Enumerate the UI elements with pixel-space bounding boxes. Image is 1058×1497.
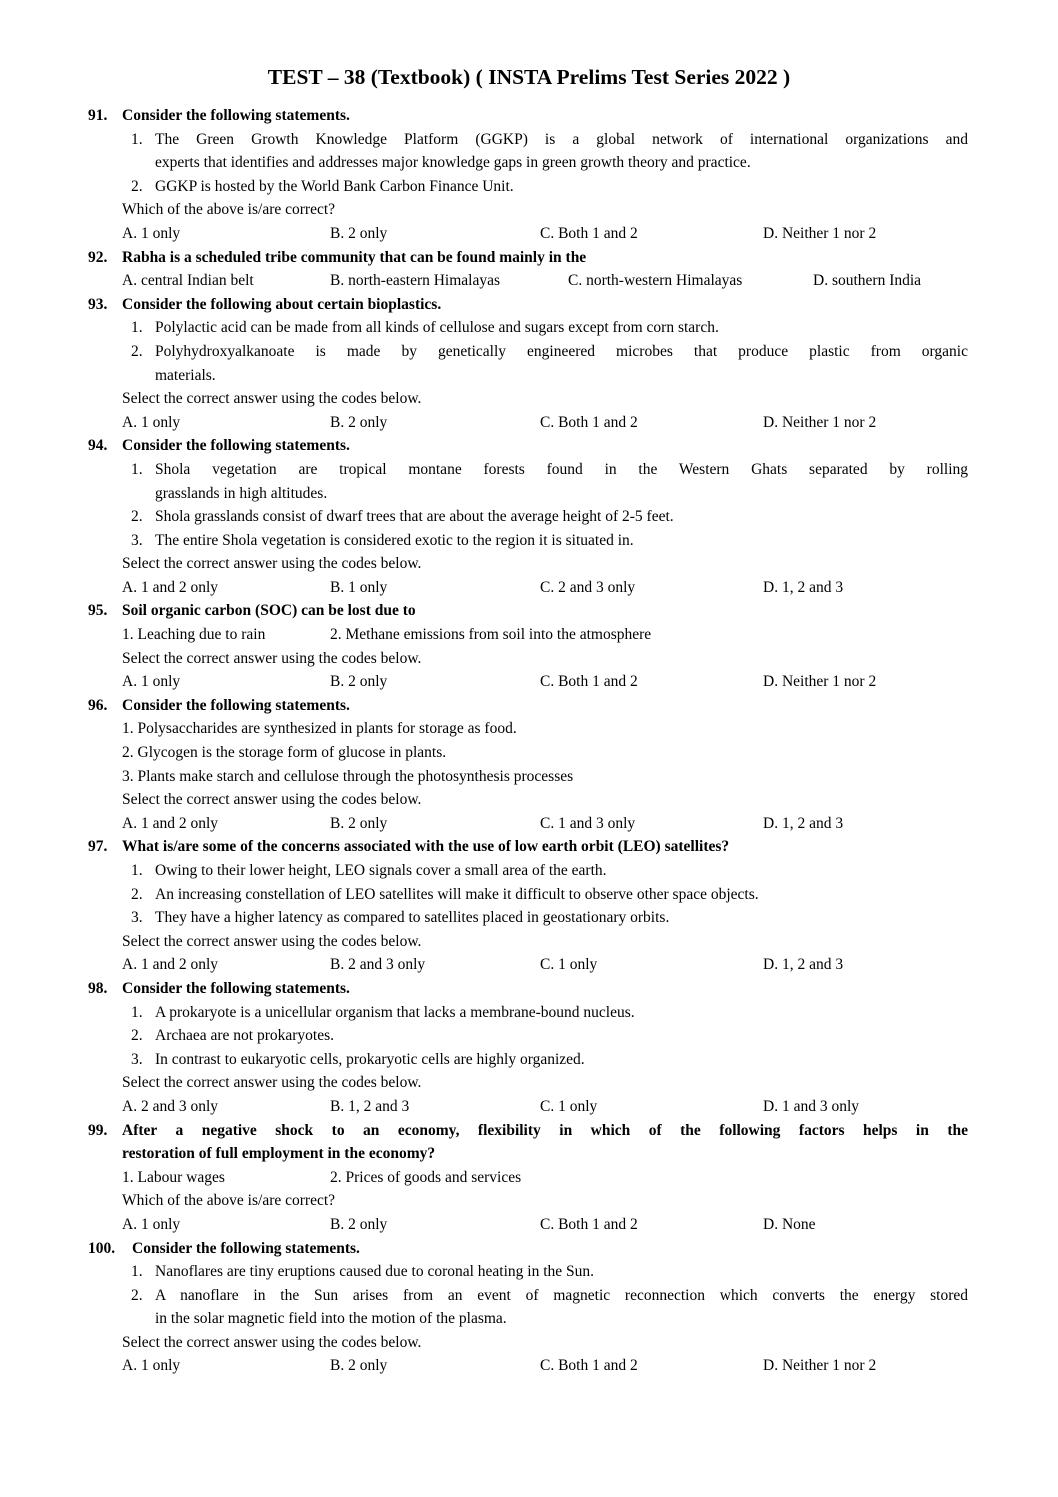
list-item bbox=[131, 340, 968, 387]
question-text-line: restoration of full employment in the economy? bbox=[122, 1145, 436, 1163]
item-text-line: Shola vegetation are tropical montane forests found in the Western Ghats separated by rolling bbox=[155, 460, 968, 478]
option-a: A. central Indian belt bbox=[122, 272, 254, 290]
option-d: D. 1 and 3 only bbox=[763, 1097, 860, 1115]
inline-item-1: 1. Labour wages bbox=[122, 1168, 225, 1186]
item-text-line: Nanoflares are tiny eruptions caused due to coronal heating in the Sun. bbox=[155, 1263, 595, 1281]
question-leadin: Which of the above is/are correct? bbox=[122, 201, 336, 219]
list-item bbox=[131, 906, 968, 930]
option-a: A. 1 only bbox=[122, 224, 181, 242]
inline-items-row bbox=[122, 623, 968, 647]
question-leadin: Select the correct answer using the codes below. bbox=[122, 649, 422, 667]
options-row bbox=[122, 812, 968, 836]
item-text-line: An increasing constellation of LEO satellites will make it difficult to observe other space objects. bbox=[155, 885, 759, 903]
list-item bbox=[131, 883, 968, 907]
question-number: 93. bbox=[88, 295, 108, 313]
question-92 bbox=[0, 246, 1058, 293]
option-d: D. Neither 1 nor 2 bbox=[763, 1357, 877, 1375]
list-item bbox=[131, 529, 968, 553]
question-text: What is/are some of the concerns associated with the use of low earth orbit (LEO) satellites? bbox=[122, 838, 730, 856]
question-94 bbox=[0, 434, 1058, 599]
list-item bbox=[131, 1024, 968, 1048]
list-item: 2. Glycogen is the storage form of glucose in plants. bbox=[122, 744, 447, 762]
question-leadin: Select the correct answer using the codes below. bbox=[122, 791, 422, 809]
question-text: Consider the following about certain bioplastics. bbox=[122, 295, 442, 313]
item-marker: 2. bbox=[131, 342, 143, 360]
item-text-line: GGKP is hosted by the World Bank Carbon Finance Unit. bbox=[155, 177, 514, 195]
item-marker: 3. bbox=[131, 531, 143, 549]
option-c: C. Both 1 and 2 bbox=[540, 1215, 638, 1233]
option-a: A. 2 and 3 only bbox=[122, 1097, 219, 1115]
option-b: B. 2 only bbox=[330, 224, 388, 242]
option-d: D. 1, 2 and 3 bbox=[763, 956, 844, 974]
option-b: B. 2 and 3 only bbox=[330, 956, 426, 974]
option-c: C. north-western Himalayas bbox=[568, 272, 743, 290]
item-text-line: Polyhydroxyalkanoate is made by genetically engineered microbes that produce plastic from organic bbox=[155, 342, 968, 360]
option-c: C. Both 1 and 2 bbox=[540, 413, 638, 431]
question-text: Consider the following statements. bbox=[122, 696, 350, 714]
question-leadin: Select the correct answer using the codes below. bbox=[122, 390, 422, 408]
question-number: 97. bbox=[88, 838, 108, 856]
item-text-line: The Green Growth Knowledge Platform (GGKP) is a global network of international organizations and bbox=[155, 130, 968, 148]
option-c: C. 2 and 3 only bbox=[540, 578, 636, 596]
question-leadin: Select the correct answer using the codes below. bbox=[122, 1333, 422, 1351]
option-c: C. 1 only bbox=[540, 1097, 598, 1115]
list-item bbox=[131, 859, 968, 883]
option-b: B. 2 only bbox=[330, 413, 388, 431]
item-marker: 2. bbox=[131, 508, 143, 526]
option-d: D. None bbox=[763, 1215, 816, 1233]
list-item bbox=[131, 1001, 968, 1025]
question-number: 92. bbox=[88, 248, 108, 266]
list-item bbox=[131, 1048, 968, 1072]
list-item: 1. Polysaccharides are synthesized in plants for storage as food. bbox=[122, 720, 517, 738]
item-marker: 2. bbox=[131, 177, 143, 195]
item-text-line: Shola grasslands consist of dwarf trees that are about the average height of 2-5 feet. bbox=[155, 508, 674, 526]
item-marker: 1. bbox=[131, 460, 143, 478]
question-91 bbox=[0, 104, 1058, 246]
options-row bbox=[122, 222, 968, 246]
option-b: B. 1 only bbox=[330, 578, 388, 596]
item-text-line: in the solar magnetic field into the motion of the plasma. bbox=[155, 1310, 507, 1328]
question-95 bbox=[0, 599, 1058, 693]
item-marker: 1. bbox=[131, 862, 143, 879]
question-97 bbox=[0, 835, 1058, 977]
question-number: 91. bbox=[88, 107, 108, 124]
question-text: Consider the following statements. bbox=[122, 107, 350, 124]
options-row bbox=[122, 269, 968, 293]
option-d: D. southern India bbox=[813, 272, 922, 290]
question-text: Consider the following statements. bbox=[122, 437, 350, 455]
option-c: C. Both 1 and 2 bbox=[540, 1357, 638, 1375]
inline-item-2: 2. Methane emissions from soil into the atmosphere bbox=[330, 626, 652, 644]
inline-items-row bbox=[122, 1166, 968, 1190]
list-item: 3. Plants make starch and cellulose through the photosynthesis processes bbox=[122, 767, 574, 785]
item-text-line: In contrast to eukaryotic cells, prokaryotic cells are highly organized. bbox=[155, 1050, 585, 1068]
item-marker: 2. bbox=[131, 885, 143, 903]
item-marker: 1. bbox=[131, 1263, 143, 1281]
item-text-line: Archaea are not prokaryotes. bbox=[155, 1027, 335, 1045]
question-93 bbox=[0, 293, 1058, 435]
question-number: 99. bbox=[88, 1121, 108, 1139]
option-a: A. 1 and 2 only bbox=[122, 956, 219, 974]
option-a: A. 1 only bbox=[122, 1215, 181, 1233]
question-number: 100. bbox=[88, 1239, 116, 1257]
inline-item-1: 1. Leaching due to rain bbox=[122, 626, 266, 644]
options-row bbox=[122, 1213, 968, 1237]
question-leadin: Which of the above is/are correct? bbox=[122, 1192, 336, 1210]
item-text-line: They have a higher latency as compared to satellites placed in geostationary orbits. bbox=[155, 909, 670, 927]
option-b: B. 1, 2 and 3 bbox=[330, 1097, 410, 1115]
question-text bbox=[122, 1119, 968, 1166]
question-text: Soil organic carbon (SOC) can be lost due to bbox=[122, 602, 416, 620]
question-100 bbox=[0, 1237, 1058, 1379]
list-item bbox=[131, 175, 968, 199]
page-title: TEST – 38 (Textbook) ( INSTA Prelims Test Series 2022 ) bbox=[267, 65, 791, 89]
option-a: A. 1 only bbox=[122, 1357, 181, 1375]
item-text-line: The entire Shola vegetation is considered exotic to the region it is situated in. bbox=[155, 531, 634, 549]
options-row bbox=[122, 953, 968, 977]
item-marker: 1. bbox=[131, 130, 143, 148]
question-text: Consider the following statements. bbox=[122, 979, 350, 997]
item-marker: 1. bbox=[131, 319, 143, 337]
option-b: B. 2 only bbox=[330, 814, 388, 832]
list-item bbox=[131, 1284, 968, 1331]
item-marker: 3. bbox=[131, 909, 143, 927]
question-leadin: Select the correct answer using the codes below. bbox=[122, 1074, 422, 1092]
options-row bbox=[122, 1354, 968, 1378]
question-96 bbox=[0, 694, 1058, 836]
question-98 bbox=[0, 977, 1058, 1119]
item-marker: 3. bbox=[131, 1050, 143, 1068]
question-number: 94. bbox=[88, 437, 108, 455]
item-marker: 1. bbox=[131, 1003, 143, 1021]
option-a: A. 1 only bbox=[122, 413, 181, 431]
option-a: A. 1 and 2 only bbox=[122, 814, 219, 832]
option-d: D. Neither 1 nor 2 bbox=[763, 673, 877, 691]
list-item bbox=[131, 505, 968, 529]
item-text-line: grasslands in high altitudes. bbox=[155, 484, 328, 502]
option-b: B. north-eastern Himalayas bbox=[330, 272, 501, 290]
item-text-line: materials. bbox=[155, 366, 216, 384]
question-leadin: Select the correct answer using the codes below. bbox=[122, 932, 422, 950]
question-text: Consider the following statements. bbox=[132, 1239, 360, 1257]
option-d: D. Neither 1 nor 2 bbox=[763, 413, 877, 431]
question-number: 95. bbox=[88, 602, 108, 620]
option-d: D. 1, 2 and 3 bbox=[763, 814, 844, 832]
question-number: 96. bbox=[88, 696, 108, 714]
list-item bbox=[131, 128, 968, 175]
question-leadin: Select the correct answer using the codes below. bbox=[122, 555, 422, 573]
option-c: C. 1 only bbox=[540, 956, 598, 974]
option-a: A. 1 only bbox=[122, 673, 181, 691]
item-text-line: experts that identifies and addresses major knowledge gaps in green growth theory and practice. bbox=[155, 154, 751, 172]
item-marker: 2. bbox=[131, 1286, 143, 1304]
list-item bbox=[131, 1260, 968, 1284]
options-row bbox=[122, 1095, 968, 1119]
option-c: C. 1 and 3 only bbox=[540, 814, 636, 832]
options-row bbox=[122, 411, 968, 435]
question-text-line: After a negative shock to an economy, flexibility in which of the following factors helps in the bbox=[122, 1121, 968, 1139]
option-c: C. Both 1 and 2 bbox=[540, 673, 638, 691]
item-marker: 2. bbox=[131, 1027, 143, 1045]
question-99 bbox=[0, 1119, 1058, 1237]
option-a: A. 1 and 2 only bbox=[122, 578, 219, 596]
list-item bbox=[131, 316, 968, 340]
inline-item-2: 2. Prices of goods and services bbox=[330, 1168, 522, 1186]
option-d: D. 1, 2 and 3 bbox=[763, 578, 844, 596]
list-item bbox=[131, 458, 968, 505]
item-text-line: A nanoflare in the Sun arises from an event of magnetic reconnection which converts the energy stored bbox=[155, 1286, 968, 1304]
option-b: B. 2 only bbox=[330, 1215, 388, 1233]
option-b: B. 2 only bbox=[330, 1357, 388, 1375]
item-text-line: A prokaryote is a unicellular organism that lacks a membrane-bound nucleus. bbox=[155, 1003, 635, 1021]
options-row bbox=[122, 576, 968, 600]
item-text-line: Polylactic acid can be made from all kinds of cellulose and sugars except from corn starch. bbox=[155, 319, 719, 337]
question-number: 98. bbox=[88, 979, 108, 997]
options-row bbox=[122, 670, 968, 694]
option-b: B. 2 only bbox=[330, 673, 388, 691]
question-text: Rabha is a scheduled tribe community that can be found mainly in the bbox=[122, 248, 587, 266]
option-d: D. Neither 1 nor 2 bbox=[763, 224, 877, 242]
item-text-line: Owing to their lower height, LEO signals cover a small area of the earth. bbox=[155, 862, 607, 879]
option-c: C. Both 1 and 2 bbox=[540, 224, 638, 242]
